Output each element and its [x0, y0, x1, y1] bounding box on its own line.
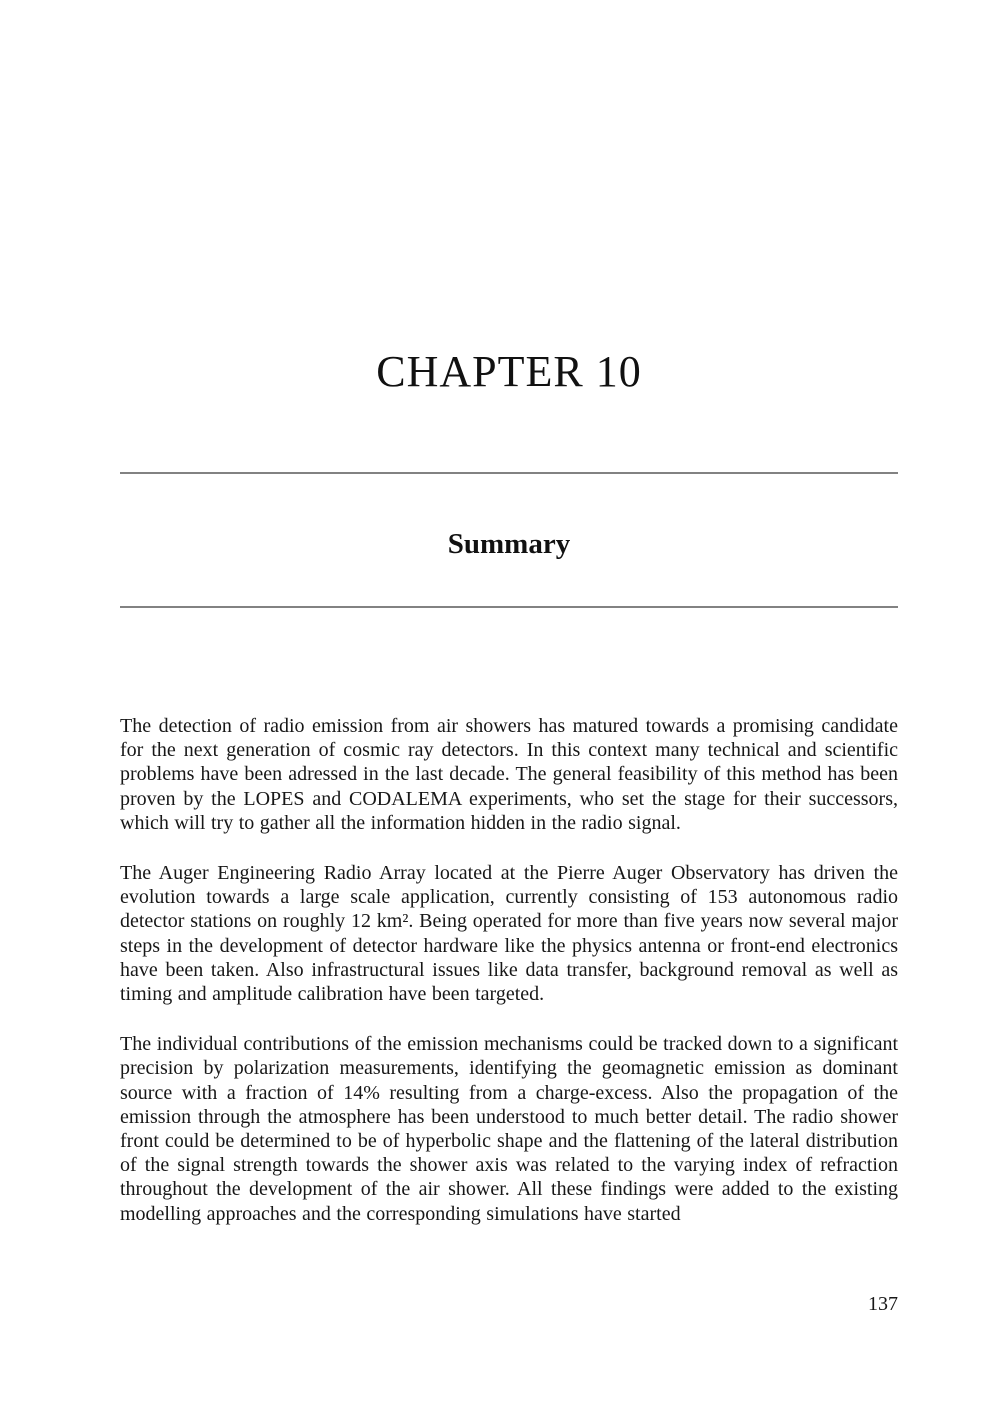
body-text	[120, 714, 898, 1252]
chapter-heading: CHAPTER 10	[376, 347, 642, 396]
section-title: Summary	[447, 528, 571, 560]
page-number: 137	[868, 1293, 898, 1315]
heading-divider-top	[120, 472, 898, 474]
paragraph-1: The detection of radio emission from air showers has matured towards a promising candidate for the next generation of cosmic ray detectors. In this context many technical and scientific problems have been adressed in the last decade. The general feasibility of this method has been proven by the LOPES and CODALEMA experiments, who set the stage for their successors, which will try to gather all the information hidden in the radio signal.	[120, 715, 898, 834]
paragraph-3: The individual contributions of the emission mechanisms could be tracked down to a significant precision by polarization measurements, identifying the geomagnetic emission as dominant source with a fraction of 14% resulting from a charge-excess. Also the propagation of the emission through the atmosphere has been understood to much better detail. The radio shower front could be determined to be of hyperbolic shape and the flattening of the lateral distribution of the signal strength towards the shower axis was related to the varying index of refraction throughout the development of the air shower. All these findings were added to the existing modelling approaches and the corresponding simulations have started	[120, 1033, 898, 1225]
paragraph-2: The Auger Engineering Radio Array located at the Pierre Auger Observatory has driven the evolution towards a large scale application, currently consisting of 153 autonomous radio detector stations on roughly 12 km². Being operated for more than five years now several major steps in the development of detector hardware like the physics antenna or front-end electronics have been taken. Also infrastructural issues like data transfer, background removal as well as timing and amplitude calibration have been targeted.	[120, 862, 898, 1006]
heading-divider-bottom	[120, 606, 898, 608]
